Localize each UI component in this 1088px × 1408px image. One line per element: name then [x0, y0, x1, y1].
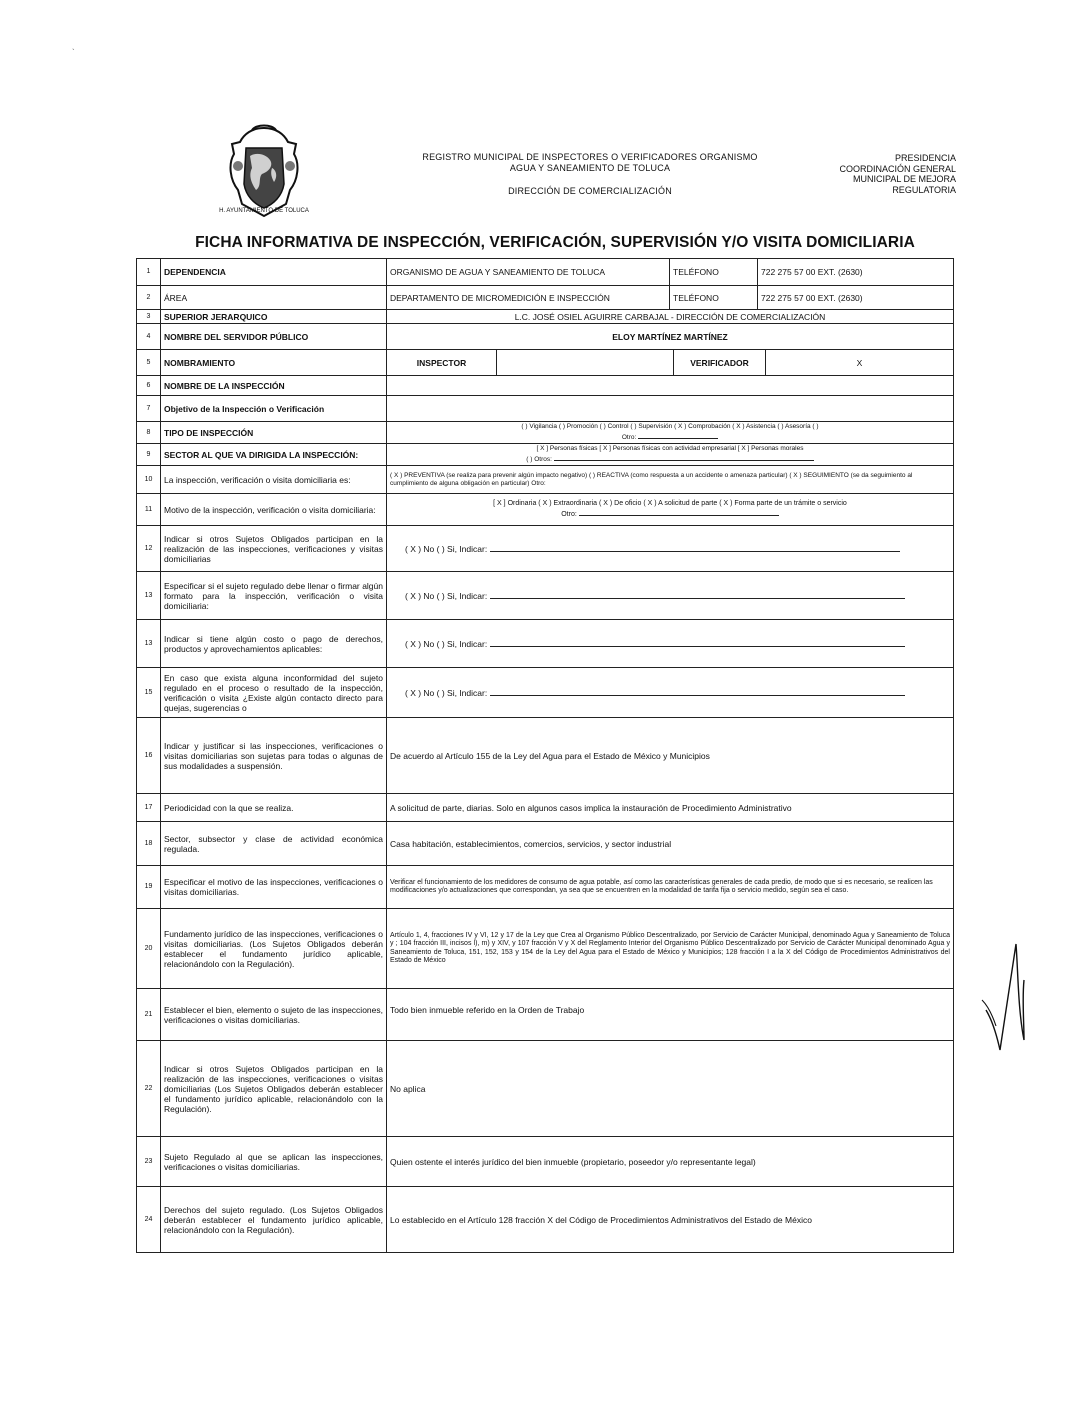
row-value: ( X ) PREVENTIVA (se realiza para prevenir algún impacto negativo) ( ) REACTIVA (como respuesta a un accidente o amenaza particular) ( X ) SEGUIMIENTO (se da seguimiento al cumplimiento de alguna obligación en particular) Otro:	[387, 466, 954, 494]
row-number: 4	[137, 324, 161, 350]
row-label: TIPO DE INSPECCIÓN	[161, 422, 387, 444]
row-number: 20	[137, 909, 161, 989]
handwritten-signature	[978, 940, 1030, 1060]
row-value: Quien ostente el interés jurídico del bien inmueble (propietario, poseedor y/o representante legal)	[387, 1137, 954, 1187]
other-line	[390, 453, 950, 464]
table-row	[137, 909, 954, 989]
row-number: 3	[137, 310, 161, 324]
table-row	[137, 1187, 954, 1253]
other-line	[390, 508, 950, 520]
row-value-cell	[387, 350, 954, 376]
row-number: 21	[137, 989, 161, 1041]
row-label: Especificar el motivo de las inspecciones, verificaciones o visitas domiciliarias.	[161, 866, 387, 909]
row-label: Motivo de la inspección, verificación o visita domiciliaria:	[161, 494, 387, 526]
table-row	[137, 620, 954, 668]
row-number: 6	[137, 376, 161, 396]
table-row	[137, 324, 954, 350]
other-line	[390, 431, 950, 442]
table-row	[137, 259, 954, 286]
phone-value: 722 275 57 00 EXT. (2630)	[757, 286, 953, 309]
row-number: 17	[137, 794, 161, 822]
row-value: ( X ) No ( ) Si, Indicar:	[405, 638, 488, 649]
inspection-form-table	[136, 258, 954, 1253]
table-row	[137, 989, 954, 1041]
row-number: 10	[137, 466, 161, 494]
row-label: Derechos del sujeto regulado. (Los Sujetos Obligados deberán establecer el fundamento jurídico aplicable, relacionándolo con la Regulación).	[161, 1187, 387, 1253]
appointment-mark: X	[765, 350, 953, 375]
row-value	[387, 376, 954, 396]
table-row	[137, 1137, 954, 1187]
row-value-cell	[387, 422, 954, 444]
inspector-option: INSPECTOR	[387, 350, 497, 375]
row-number: 5	[137, 350, 161, 376]
row-label: Indicar y justificar si las inspecciones, verificaciones o visitas domiciliarias son sujetas para todas o algunas de sus modalidades a suspensión.	[161, 718, 387, 794]
row-value: ( ) Vigilancia ( ) Promoción ( ) Control ( ) Supervisión ( X ) Comprobación ( X ) Asistencia ( ) Asesoría ( )	[521, 423, 819, 430]
row-value-cell	[387, 286, 954, 310]
header-registry-line: REGISTRO MUNICIPAL DE INSPECTORES O VERIFICADORES ORGANISMO	[422, 152, 758, 162]
row-value: Verificar el funcionamiento de los medidores de consumo de agua potable, así como las características generales de cada predio, de modo que si es necesario, se realicen las modificaciones y/o actualizaciones que correspondan, ya sea que se encuentren en la modalidad de tarifa fija o servicio medido, según sea el caso.	[387, 866, 954, 909]
phone-value: 722 275 57 00 EXT. (2630)	[757, 259, 953, 285]
verificador-option: VERIFICADOR	[673, 350, 765, 375]
row-label: SECTOR AL QUE VA DIRIGIDA LA INSPECCIÓN:	[161, 444, 387, 466]
table-row	[137, 526, 954, 572]
row-value: Todo bien inmueble referido en la Orden de Trabajo	[387, 989, 954, 1041]
row-label: Indicar si tiene algún costo o pago de derechos, productos y aprovechamientos aplicables:	[161, 620, 387, 668]
other-label: ( ) Otros:	[526, 456, 552, 463]
header-right-line-4: REGULATORIA	[892, 184, 956, 195]
row-label: NOMBRAMIENTO	[161, 350, 387, 376]
row-label: Especificar si el sujeto regulado debe llenar o firmar algún formato para la inspección, verificación o visita domiciliaria:	[161, 572, 387, 620]
row-label: NOMBRE DEL SERVIDOR PÚBLICO	[161, 324, 387, 350]
row-value: De acuerdo al Artículo 155 de la Ley del Agua para el Estado de México y Municipios	[387, 718, 954, 794]
table-row	[137, 718, 954, 794]
row-value: No aplica	[387, 1041, 954, 1137]
row-label: Sujeto Regulado al que se aplican las inspecciones, verificaciones o visitas domiciliarias.	[161, 1137, 387, 1187]
row-value-cell	[387, 526, 954, 572]
row-label: Establecer el bien, elemento o sujeto de las inspecciones, verificaciones o visitas domiciliarias.	[161, 989, 387, 1041]
row-number: 19	[137, 866, 161, 909]
row-number: 15	[137, 668, 161, 718]
table-row	[137, 422, 954, 444]
row-value-cell	[387, 668, 954, 718]
row-label: La inspección, verificación o visita domiciliaria es:	[161, 466, 387, 494]
row-value: ( X ) No ( ) Si, Indicar:	[405, 543, 488, 554]
row-label: DEPENDENCIA	[161, 259, 387, 286]
row-label: Indicar si otros Sujetos Obligados participan en la realización de las inspecciones, verificaciones y visitas domiciliarias	[161, 526, 387, 572]
row-number: 8	[137, 422, 161, 444]
header-right-line-3: MUNICIPAL DE MEJORA	[852, 174, 956, 184]
row-value: ( X ) No ( ) Si, Indicar:	[405, 687, 488, 698]
row-label: SUPERIOR JERARQUICO	[161, 310, 387, 324]
seal-caption: H. AYUNTAMIENTO DE TOLUCA	[219, 208, 309, 214]
row-number: 16	[137, 718, 161, 794]
table-row	[137, 572, 954, 620]
table-row	[137, 310, 954, 324]
row-label: ÁREA	[161, 286, 387, 310]
row-value: ELOY MARTÍNEZ MARTÍNEZ	[387, 324, 954, 350]
row-value: L.C. JOSÉ OSIEL AGUIRRE CARBAJAL - DIRECCIÓN DE COMERCIALIZACIÓN	[387, 310, 954, 324]
table-row	[137, 1041, 954, 1137]
header-center	[390, 152, 790, 197]
row-label: En caso que exista alguna inconformidad del sujeto regulado en el proceso o resultado de la inspección, verificación o visita ¿Existe algún contacto directo para quejas, sugerencias o	[161, 668, 387, 718]
other-label: Otro:	[621, 434, 637, 441]
row-number: 11	[137, 494, 161, 526]
row-value: ORGANISMO DE AGUA Y SANEAMIENTO DE TOLUCA	[390, 267, 606, 277]
table-row	[137, 466, 954, 494]
table-row	[137, 494, 954, 526]
row-label: Objetivo de la Inspección o Verificación	[161, 396, 387, 422]
table-row	[137, 794, 954, 822]
row-number: 13	[137, 620, 161, 668]
row-label: Periodicidad con la que se realiza.	[161, 794, 387, 822]
row-value-cell	[387, 620, 954, 668]
row-number: 13	[137, 572, 161, 620]
row-label: NOMBRE DE LA INSPECCIÓN	[161, 376, 387, 396]
row-number: 9	[137, 444, 161, 466]
row-label: Sector, subsector y clase de actividad económica regulada.	[161, 822, 387, 866]
table-row	[137, 350, 954, 376]
row-number: 23	[137, 1137, 161, 1187]
row-value: A solicitud de parte, diarias. Solo en algunos casos implica la instauración de Procedimiento Administrativo	[387, 794, 954, 822]
table-row	[137, 866, 954, 909]
row-number: 18	[137, 822, 161, 866]
row-value: [ X ] Personas físicas [ X ] Personas físicas con actividad empresarial [ X ] Personas morales	[536, 445, 804, 452]
row-number: 2	[137, 286, 161, 310]
row-value	[387, 396, 954, 422]
phone-label: TELÉFONO	[669, 286, 757, 309]
row-number: 24	[137, 1187, 161, 1253]
row-value-cell	[387, 259, 954, 286]
scan-mark: `	[72, 48, 75, 57]
row-value-cell	[387, 444, 954, 466]
table-row	[137, 444, 954, 466]
row-value: Lo establecido en el Artículo 128 fracción X del Código de Procedimientos Administrativos del Estado de México	[387, 1187, 954, 1253]
row-value: Casa habitación, establecimientos, comercios, servicios, y sector industrial	[387, 822, 954, 866]
table-row	[137, 396, 954, 422]
row-number: 12	[137, 526, 161, 572]
table-row	[137, 668, 954, 718]
row-label: Indicar si otros Sujetos Obligados participan en la realización de las inspecciones, verificaciones o visitas domiciliarias (Los Sujetos Obligados deberán establecer el fundamento jurídico aplicable, relacionándolo con la Regulación).	[161, 1041, 387, 1137]
row-number: 7	[137, 396, 161, 422]
row-value: [ X ] Ordinaria ( X ) Extraordinaria ( X ) De oficio ( X ) A solicitud de parte ( X ) Forma parte de un trámite o servicio	[493, 499, 847, 507]
row-label: Fundamento jurídico de las inspecciones, verificaciones o visitas domiciliarias. (Los Sujetos Obligados deberán establecer el fundamento jurídico aplicable, relacionándolo con la Regulación).	[161, 909, 387, 989]
row-value: DEPARTAMENTO DE MICROMEDICIÓN E INSPECCIÓN	[390, 292, 610, 303]
phone-label: TELÉFONO	[669, 259, 757, 285]
table-row	[137, 286, 954, 310]
row-value: ( X ) No ( ) Si, Indicar:	[405, 590, 488, 601]
header-right-line-2: COORDINACIÓN GENERAL	[839, 163, 956, 174]
header-direction-line: DIRECCIÓN DE COMERCIALIZACIÓN	[508, 186, 672, 196]
row-value: Artículo 1, 4, fracciones IV y VI, 12 y 17 de la Ley que Crea al Organismo Público Descentralizado, por Servicio de Carácter Municipal, denominado Agua y Saneamiento de Toluca y ; 104 fracción III, incisos l), m) y XIV, y 107 fracción V y X del Reglamento Interior del Organismo Público Descentralizado por Servicio de Carácter Municipal denominado Agua y Saneamiento de Toluca, 151, 152, 153 y 154 de la Ley del Agua para el Estado de México y Municipios; 128 fracción I a la X del Código de Procedimientos Administrativos del Estado de México	[387, 909, 954, 989]
row-number: 1	[137, 259, 161, 286]
row-value-cell	[387, 494, 954, 526]
row-number: 22	[137, 1041, 161, 1137]
table-row	[137, 822, 954, 866]
other-label: Otro:	[561, 511, 577, 518]
row-value-cell	[387, 572, 954, 620]
header-right-line-1: PRESIDENCIA	[894, 153, 956, 163]
document-title: FICHA INFORMATIVA DE INSPECCIÓN, VERIFICACIÓN, SUPERVISIÓN Y/O VISITA DOMICILIARIA	[195, 234, 915, 251]
header-organism-line: AGUA Y SANEAMIENTO DE TOLUCA	[509, 163, 671, 173]
table-row	[137, 376, 954, 396]
header-right	[790, 153, 956, 195]
